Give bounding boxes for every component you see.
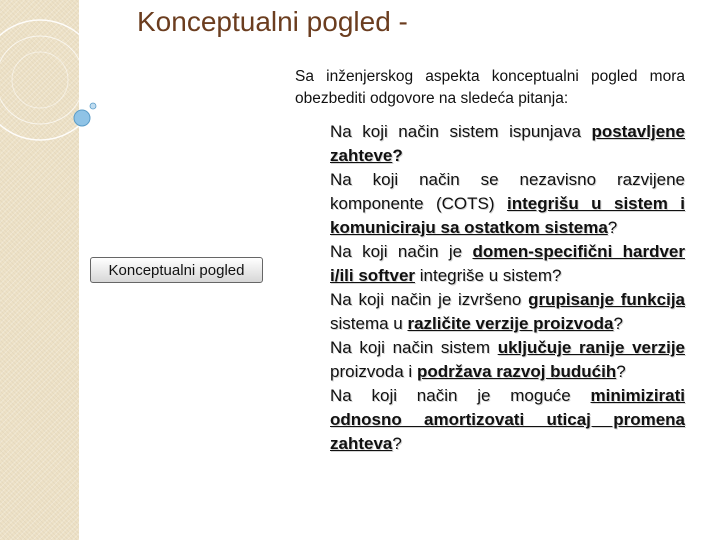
intro-text: Sa inženjerskog aspekta konceptualni pogled mora obezbediti odgovore na sledeća pitanja: [295, 68, 685, 107]
question-item: Na koji način je domen-specifični hardver i/ili softver integriše u sistem? [330, 242, 685, 285]
bubble-small [90, 103, 96, 109]
question-item: Na koji način sistem uključuje ranije verzije proizvoda i podržava razvoj budućih? [330, 338, 685, 381]
question-item: Na koji način je izvršeno grupisanje funkcija sistema u različite verzije proizvoda? [330, 290, 685, 333]
side-panel-background [0, 0, 79, 540]
question-list [330, 120, 685, 456]
slide-title: Konceptualni pogled - [137, 6, 408, 37]
conceptual-view-box: Konceptualni pogled [90, 257, 263, 283]
question-item: Na koji način je moguće minimizirati odnosno amortizovati uticaj promena zahteva? [330, 386, 685, 453]
question-item: Na koji način se nezavisno razvijene komponente (COTS) integrišu u sistem i komuniciraju sa ostatkom sistema? [330, 170, 685, 237]
question-item: Na koji način sistem ispunjava postavljene zahteve? [330, 122, 685, 165]
